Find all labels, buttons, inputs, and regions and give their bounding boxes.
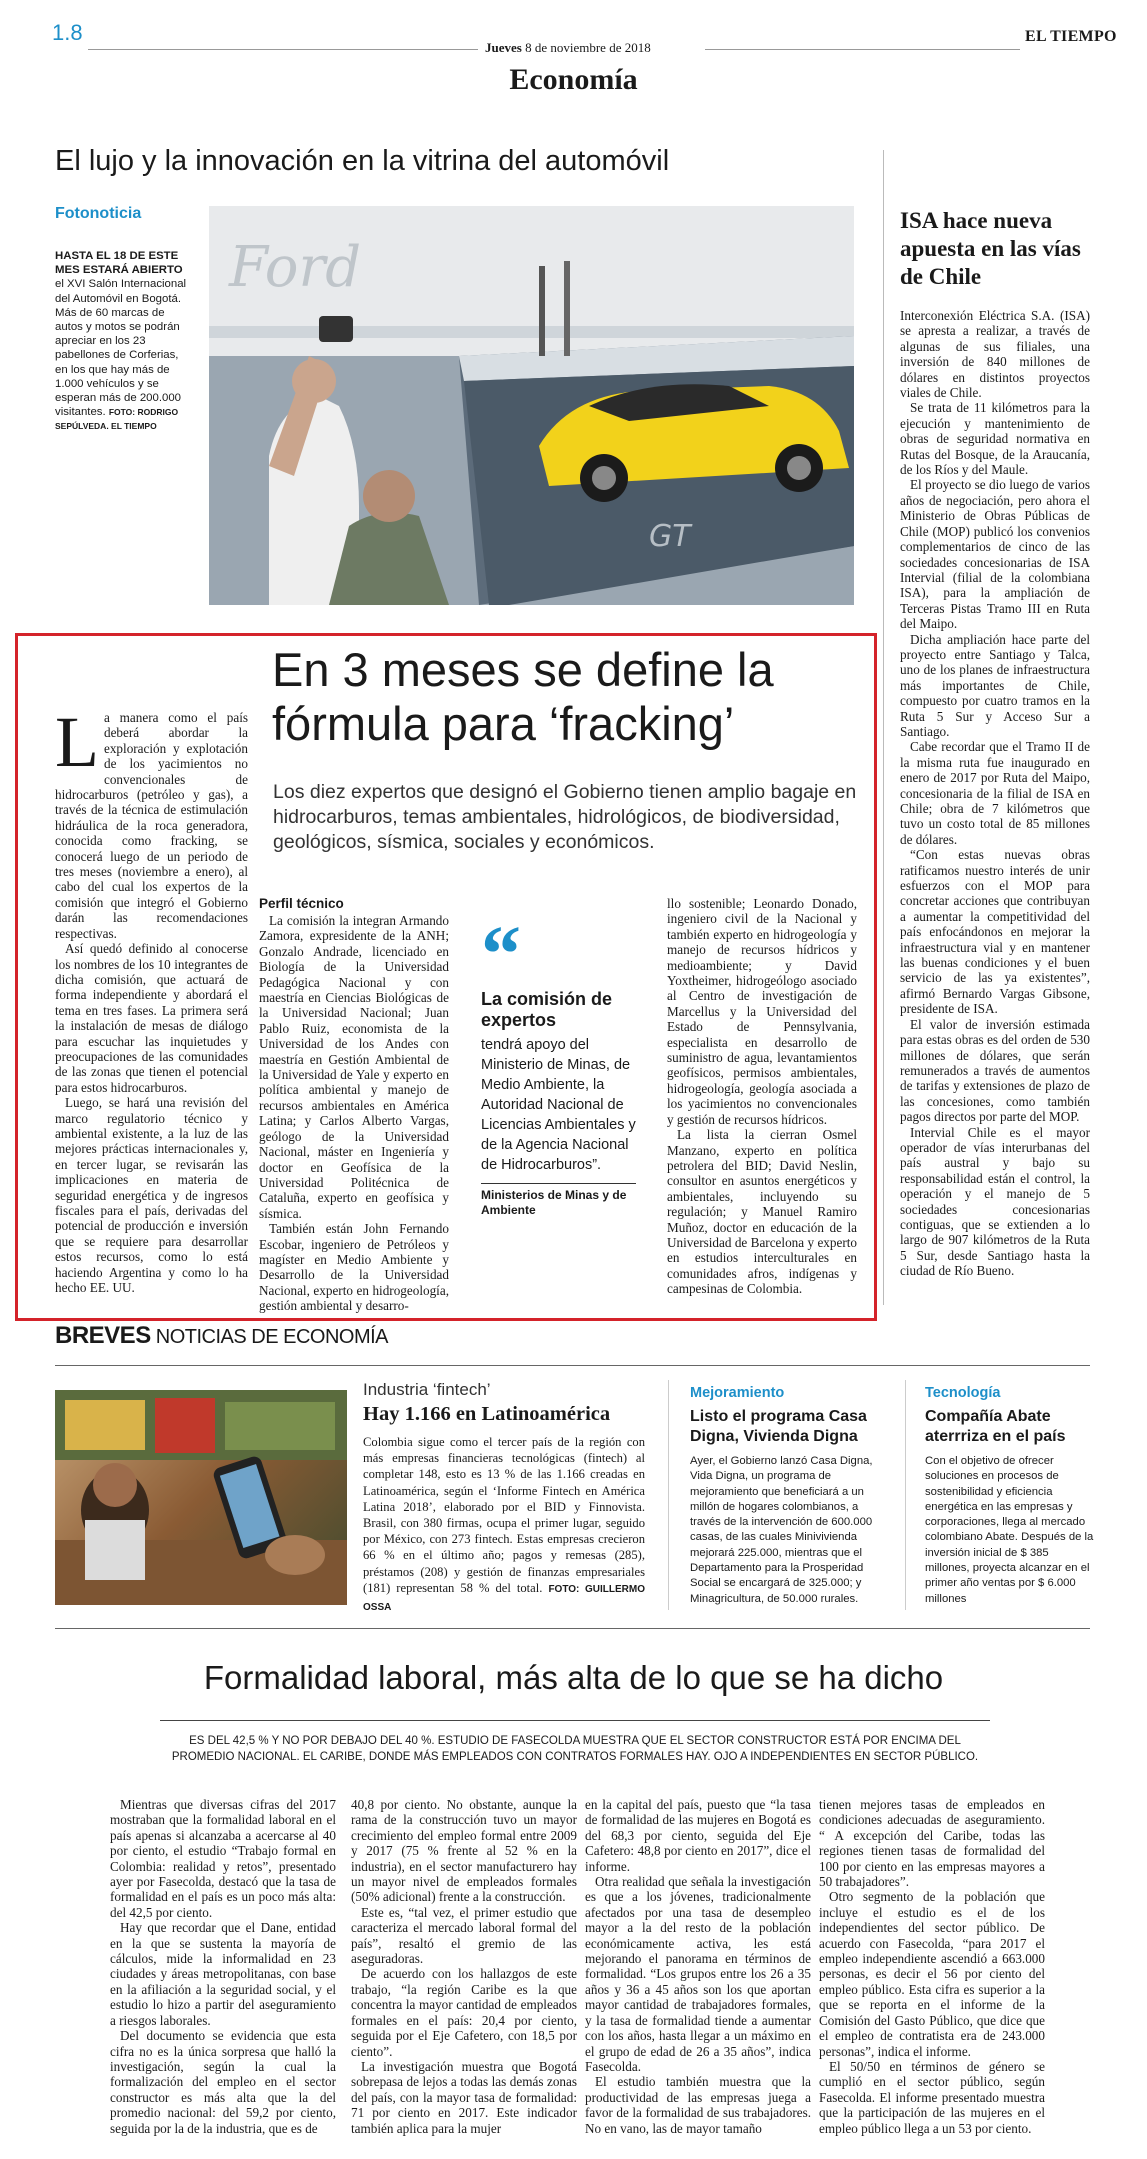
drop-cap: L	[55, 702, 99, 782]
breves-label-bold: BREVES	[55, 1322, 151, 1349]
isa-headline: ISA hace nueva apuesta en las vías de Chile	[900, 208, 1081, 289]
formalidad-deck-rule	[160, 1720, 990, 1721]
svg-text:Ford: Ford	[229, 235, 362, 300]
isa-paragraph: Se trata de 11 kilómetros para la ejecución y mantenimiento de obras de seguridad normativa en Rutas del Bosque, de la Araucanía, de los Ríos y del Maule.	[900, 400, 1090, 478]
formalidad-paragraph: Hay que recordar que el Dane, entidad en la que se sustenta la mayoría de cálculos, mide la informalidad en 23 ciudades y áreas metropolitanas, con base en la afiliación a la seguridad social, y el estudio lo hizo a partir del aseguramiento a riesgos laborales.	[110, 1920, 336, 2028]
fracking-headline-line1: En 3 meses se define la	[272, 643, 774, 696]
breves-rule-2	[905, 1380, 906, 1610]
fotonoticia-label: Fotonoticia	[55, 205, 142, 222]
formalidad-paragraph: Mientras que diversas cifras del 2017 mostraban que la formalidad laboral en el país apenas si alcanzaba a acercarse al 40 por ciento, el estudio “Trabajo formal en Colombia: realidad y retos”, presentado ayer por Fasecolda, destacó que la tasa de formalidad en el país es un poco más alta: del 42,5 por ciento.	[110, 1797, 336, 1920]
breves-header	[55, 1322, 388, 1350]
formalidad-paragraph: 40,8 por ciento. No obstante, aunque la rama de la construcción tuvo un mayor crecimiento del empleo formal entre 2009 y 2017 (75 % frente al 52 % en la industria), en el sector manufacturero hay un mayor nivel de empleados formales (50% adicional) frente a la construcción.	[351, 1797, 577, 1905]
fracking-paragraph: Luego, se hará una revisión del marco regulatorio técnico y ambiental existente, a la luz de las mejores prácticas internacionales y, en tercer lugar, se revisarán las implicaciones en materia de seguridad energética y de ingresos fiscales para el país, derivadas del potencial de producción e inversión que se requiere para desarrollar estos recursos, como lo está haciendo Argentina y como lo ha hecho EE. UU.	[55, 1095, 248, 1296]
casa-headline: Listo el programa Casa Digna, Vivienda Digna	[690, 1408, 867, 1445]
formalidad-paragraph: El estudio también muestra que la productividad de las empresas juega a favor de la formalidad de sus trabajadores. No en vano, las de mayor tamaño	[585, 2074, 811, 2136]
page-date	[485, 40, 651, 56]
formalidad-paragraph: tienen mejores tasas de empleados en condiciones adecuadas de aseguramiento. “ A excepción del Caribe, todas las regiones tienen tasas de formalidad del 100 por ciento en las empresas mayores a 50 trabajadores”.	[819, 1797, 1045, 1890]
fintech-brief	[363, 1380, 645, 1616]
formalidad-col1	[110, 1797, 336, 2136]
formalidad-col2	[351, 1797, 577, 2136]
quote-source: Ministerios de Minas y de Ambiente	[481, 1188, 627, 1217]
fracking-headline-line2: fórmula para ‘fracking’	[272, 697, 735, 750]
pull-quote	[481, 911, 636, 1218]
isa-column-rule	[883, 150, 884, 1305]
breves-bottom-rule	[55, 1628, 1090, 1629]
abate-headline: Compañía Abate aterrriza en el país	[925, 1408, 1066, 1445]
fintech-body	[363, 1434, 645, 1616]
page-number: 1.8	[52, 20, 83, 45]
photo-credit: FOTO: RODRIGO SEPÚLVEDA. EL TIEMPO	[55, 407, 179, 432]
auto-show-illustration	[209, 206, 854, 605]
masthead-rule-left	[88, 49, 478, 50]
casa-brief	[690, 1385, 880, 1607]
fracking-col2	[259, 896, 449, 1314]
fracking-paragraph: También están John Fernando Escobar, ingeniero de Petróleos y magíster en Medio Ambiente y Desarrollo de la Universidad Nacional, experto en hidrogeología, gestión ambiental y desarro-	[259, 1221, 449, 1314]
isa-paragraph: Interconexión Eléctrica S.A. (ISA) se apresta a realizar, a través de algunas de sus filiales, una inversión de 840 millones de dólares en distintos proyectos viales de Chile.	[900, 308, 1090, 401]
isa-paragraph: El proyecto se dio luego de varios años de negociación, pero ahora el Ministerio de Obras Públicas de Chile (MOP) publicó los convenios complementarios de cinco de las sociedades concesionarias de ISA Intervial (filial de la colombiana ISA), para la ampliación de Terceras Pistas Tramo III en Ruta del Maipo.	[900, 477, 1090, 632]
fracking-deck: Los diez expertos que designó el Gobierno tienen amplio bagaje en hidrocarburos, temas ambientales, hidrológicos, de biodiversidad, geológicos, sísmica, sociales y económicos.	[273, 781, 857, 853]
lead-text: a manera como el país deberá abordar la exploración y explotación de los yacimientos no convencionales de hidrocarburos (petróleo y gas), a través de la técnica de estimulación hidráulica de la roca generadora, conocida como fracking, se conocerá luego de un periodo de tres meses (noviembre a enero), al cabo del cual los expertos de la comisión que integró el Gobierno darán las recomendaciones respectivas.	[55, 710, 248, 941]
date-day: Jueves	[485, 40, 522, 55]
fintech-kicker: Industria ‘fintech’	[363, 1380, 491, 1399]
formalidad-deck: ES DEL 42,5 % Y NO POR DEBAJO DEL 40 %. ESTUDIO DE FASECOLDA MUESTRA QUE EL SECTOR CONSTRUCTOR ESTÁ POR ENCIMA DEL PROMEDIO NACIONAL. EL CARIBE, DONDE MÁS EMPLEADOS CON CONTRATOS FORMALES HAY. OJO A INDEPENDIENTES EN SECTOR PÚBLICO.	[171, 1735, 979, 1763]
fracking-subhead: Perfil técnico	[259, 896, 344, 911]
formalidad-headline: Formalidad laboral, más alta de lo que se ha dicho	[203, 1659, 944, 1696]
fracking-paragraph: La lista la cierran Osmel Manzano, experto en política petrolera del BID; David Neslin, consultor en asuntos energéticos y ambientales, incluyendo su regulación; y Manuel Ramiro Muñoz, doctor en educación de la Universidad de Barcelona y experto en estudios interculturales en comunidades afros, indígenas y campesinas de Colombia.	[667, 1127, 857, 1297]
breves-label-light: NOTICIAS DE ECONOMÍA	[150, 1326, 389, 1348]
formalidad-paragraph: Este es, “tal vez, el primer estudio que caracteriza el mercado laboral formal del país”, resaltó el gremio de las aseguradoras.	[351, 1904, 577, 1967]
breves-rule-1	[668, 1380, 669, 1610]
formalidad-paragraph: en la capital del país, puesto que “la tasa de formalidad de las mujeres en Bogotá es del 68,3 por ciento, seguida del Eje Cafetero: 48,8 por ciento en 2017”, dice el informe.	[585, 1797, 811, 1874]
fintech-photo	[55, 1390, 347, 1605]
quote-title: La comisión de expertos	[481, 989, 613, 1030]
formalidad-paragraph: Otra realidad que señala la investigación es que a los jóvenes, tradicionalmente afectados por una tasa de desempleo mayor a la del resto de la población económicamente activa, les está mejorando el panorama en términos de formalidad. “Los grupos entre los 26 a 35 años y 36 a 45 años son los que aportan mayor cantidad de trabajadores formales, y la tasa de formalidad tiende a aumentar con los años, hasta llegar a un máximo en el grupo de edad de 26 a 35 años”, indica Fasecolda.	[585, 1874, 811, 2074]
fintech-body-text: Colombia sigue como el tercer país de la región con más empresas financieras tecnológicas (fintech) al completar 148, esto es 13 % de las 1.166 creadas en Latinoamérica, según el ‘Informe Fintech en América Latina 2018’, elaborado por el BID y Finnovista. Brasil, con 380 firmas, ocupa el primer lugar, seguido por México, con 273 fintech. Estas empresas crecieron 66 % en el último año; pagos y remesas (285), préstamos (208) y gestión de finanzas empresariales (181) representan 58 % del total.	[363, 1435, 645, 1595]
breves-top-rule	[55, 1365, 1090, 1366]
fintech-headline: Hay 1.166 en Latinoamérica	[363, 1403, 611, 1425]
formalidad-paragraph: Del documento se evidencia que esta cifra no es la única sorpresa que halló la investigación, según la cual la formalización del empleo en el sector constructor es más alta que la del promedio nacional: del 59,2 por ciento, seguida por la de la industria, que es de	[110, 2028, 336, 2136]
fracking-col1	[55, 702, 248, 1296]
caption-lead: HASTA EL 18 DE ESTE MES ESTARÁ ABIERTO	[55, 250, 183, 277]
formalidad-paragraph: De acuerdo con los hallazgos de este trabajo, “la región Caribe es la que concentra la mayor cantidad de empleados formales en el país: 20,4 por ciento, seguida por el Eje Cafetero, con 18,5 por ciento”.	[351, 1966, 577, 2059]
fracking-col3	[667, 896, 857, 1297]
brand-name: EL TIEMPO	[1025, 28, 1117, 45]
casa-body: Ayer, el Gobierno lanzó Casa Digna, Vida Digna, un programa de mejoramiento que beneficiará a un millón de hogares colombianos, a través de la intervención de 600.000 casas, de las cuales Minivivienda mejorará 225.000, mientras que el Departamento para la Prosperidad Social se encargará de 325.000; y Minagricultura, de 50.000 rurales.	[690, 1455, 873, 1605]
quote-body: tendrá apoyo del Ministerio de Minas, de Medio Ambiente, la Autoridad Nacional de Licencias Ambientales y de la Agencia Nacional de Hidrocarburos”.	[481, 1037, 636, 1173]
auto-caption	[55, 249, 190, 434]
fracking-lead-paragraph	[55, 702, 248, 941]
isa-paragraph: Cabe recordar que el Tramo II de la misma ruta fue inaugurado en enero de 2017 por Ruta del Maipo, concesionaria de la filial de ISA en Chile; obra de 7 kilómetros que tuvo un costo total de 85 millones de dólares.	[900, 739, 1090, 847]
caption-body: el XVI Salón Internacional del Automóvil en Bogotá. Más de 60 marcas de autos y motos se podrán apreciar en los 23 pabellones de Corferias, en los que hay más de 1.000 vehículos y se esperan más de 200.000 visitantes.	[55, 278, 187, 419]
fintech-illustration	[55, 1390, 347, 1605]
formalidad-col4	[819, 1797, 1045, 2136]
isa-article	[900, 308, 1090, 1279]
date-rest: 8 de noviembre de 2018	[525, 40, 651, 55]
formalidad-col3	[585, 1797, 811, 2136]
casa-kicker: Mejoramiento	[690, 1385, 785, 1401]
formalidad-paragraph: Otro segmento de la población que incluye el estudio es el de los independientes del sector público. De acuerdo con Fasecolda, “para 2017 el empleo independiente ascendió a 663.000 personas, es decir el 56 por ciento del empleo público. Esta cifra es superior a la que se reporta en el informe de la Comisión del Gasto Público, que dice que el empleo de contratista era de 243.000 personas”, indica el informe.	[819, 1889, 1045, 2059]
fracking-paragraph: llo sostenible; Leonardo Donado, ingeniero civil de la Nacional y también experto en hidrogeología y manejo de recursos hídricos y medioambiente; y David Yoxtheimer, hidrogeólogo asociado al Centro de investigación de Marcellus y la Universidad del Estado de Pennsylvania, especialista en desarrollo de suministro de agua, levantamientos geofísicos, permisos ambientales, hidrogeología, geología asociada a los yacimientos no convencionales y gestión de recursos hídricos.	[667, 896, 857, 1127]
abate-brief	[925, 1385, 1095, 1607]
section-title: Economía	[509, 63, 638, 96]
isa-paragraph: Intervial Chile es el mayor operador de vías interurbanas del país austral y bajo su responsabilidad están el control, la operación y el manejo de 5 sociedades concesionarias contiguas, que se extienden a lo largo de 907 kilómetros de la Ruta 5 Sur, desde Santiago hasta la ciudad de Río Bueno.	[900, 1124, 1090, 1279]
fracking-paragraph: Así quedó definido al conocerse los nombres de los 10 integrantes de dicha comisión, que actuará de forma independiente y abordará el tema en tres fases. La primera será la instalación de mesas de diálogo para escuchar las inquietudes y preocupaciones de las comunidades de las zonas que tienen el potencial para estos hidrocarburos.	[55, 941, 248, 1095]
formalidad-paragraph: La investigación muestra que Bogotá sobrepasa de lejos a todas las demás zonas del país, con la mayor tasa de formalidad: 71 por ciento en 2017. Este indicador también aplica para la mujer	[351, 2058, 577, 2136]
fracking-headline	[272, 643, 872, 751]
abate-body: Con el objetivo de ofrecer soluciones en procesos de sostenibilidad y eficiencia energética en las empresas y corporaciones, llega al mercado colombiano Abate. Después de la inversión inicial de $ 385 millones, proyecta alcanzar en el primer año ventas por $ 6.000 millones	[925, 1455, 1094, 1605]
isa-paragraph: El valor de inversión estimada para estas obras es del orden de 530 millones de dólares, que serán remunerados a través de aumentos de tarifas y extensiones de plazo de las concesiones, como también pagos directos por parte del MOP.	[900, 1016, 1090, 1125]
quote-divider	[481, 1183, 636, 1184]
abate-kicker: Tecnología	[925, 1385, 1001, 1401]
auto-show-photo	[209, 206, 854, 605]
formalidad-paragraph: El 50/50 en términos de género se cumplió en el sector público, según Fasecolda. El informe presentado muestra que la participación de las mujeres en el empleo público llega a un 53 por ciento.	[819, 2058, 1045, 2136]
fracking-paragraph: La comisión la integran Armando Zamora, expresidente de la ANH; Gonzalo Andrade, licenciado en Biología de la Universidad Pedagógica Nacional y con maestría en Ciencias Biológicas de la Universidad Nacional; Juan Pablo Ruiz, economista de la Universidad de los Andes con maestría en Gestión Ambiental de la Universidad de Yale y experto en política ambiental y manejo de recursos ambientales en América Latina; y Carlos Alberto Vargas, geólogo de la Universidad Nacional, máster en Ingeniería y doctor en Geofísica de la Universidad Politécnica de Cataluña, experto en geofísica y sísmica.	[259, 913, 449, 1221]
isa-paragraph: Dicha ampliación hace parte del proyecto entre Santiago y Talca, uno de los planes de infraestructura más importantes de Chile, compuesto por cuatro tramos en la Ruta 5 Sur y Acceso Sur a Santiago.	[900, 631, 1090, 739]
svg-text:GT: GT	[649, 519, 691, 554]
auto-headline: El lujo y la innovación en la vitrina del automóvil	[55, 145, 670, 177]
quote-mark-icon: “	[481, 911, 521, 999]
isa-paragraph: “Con estas nuevas obras ratificamos nuestro interés de unir esfuerzos con el MOP para concretar acciones que contribuyan a aumentar la competitividad del país enfocándonos en mejorar la infraestructura vial y en mantener las buenas condiciones y el buen servicio de las ya existentes”, afirmó Bernardo Vargas Gibsone, presidente de ISA.	[900, 847, 1090, 1017]
masthead-rule-right	[705, 49, 1020, 50]
fintech-credit: FOTO: GUILLERMO OSSA	[363, 1583, 646, 1614]
